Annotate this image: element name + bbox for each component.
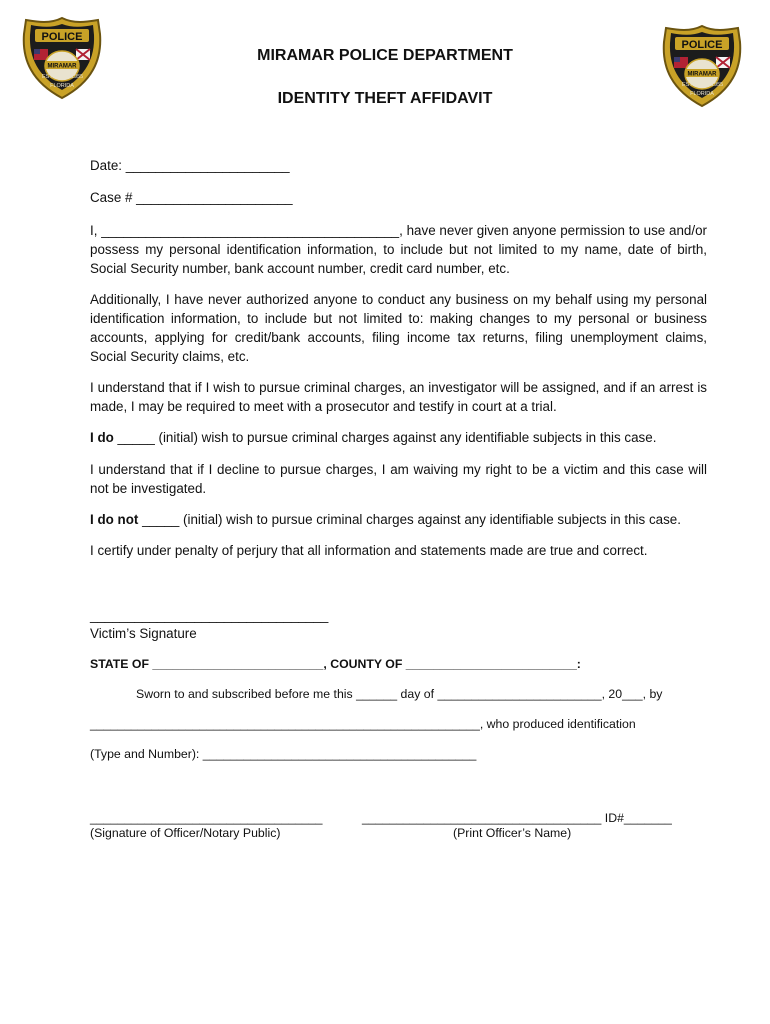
produced-identification-line[interactable]: _________________________________________________________, who produced identification — [90, 717, 636, 731]
badge-year: 1955 — [71, 74, 84, 80]
badge-top-text: POLICE — [41, 31, 83, 43]
authorization-paragraph: Additionally, I have never authorized anyone to conduct any business on my behalf using my personal identification information, to include but not limited to: making changes to my personal or business accounts, applying for credit/bank accounts, filing income tax returns, filing unemployment claims, Social Security claims, etc. — [90, 292, 707, 364]
badge-est: EST — [42, 74, 53, 80]
date-field[interactable]: Date: ______________________ — [90, 158, 290, 173]
badge-city: MIRAMAR — [47, 63, 77, 70]
badge-year: 1955 — [711, 82, 724, 88]
officer-signature-label: (Signature of Officer/Notary Public) — [90, 826, 281, 840]
permission-paragraph: I, ________________________________________, have never given anyone permission to use and/or possess my personal identification information, to include but not limited to my name, date of birth, Social Security number, bank account number, credit card number, etc. — [90, 223, 707, 276]
pursue-charges-text[interactable]: _____ (initial) wish to pursue criminal charges against any identifiable subjects in this case. — [113, 430, 657, 445]
sworn-statement[interactable]: Sworn to and subscribed before me this ______ day of ________________________, 20___, by — [136, 687, 663, 701]
i-do-not-label: I do not — [90, 512, 139, 527]
officer-signature-line[interactable]: __________________________________ — [90, 811, 323, 825]
print-officer-name-line[interactable]: ___________________________________ ID#_______ — [362, 811, 672, 825]
certify-statement: I certify under penalty of perjury that all information and statements made are true and correct. — [90, 543, 648, 558]
i-do-label: I do — [90, 430, 114, 445]
case-number-field[interactable]: Case # _____________________ — [90, 190, 293, 205]
print-officer-name-label: (Print Officer’s Name) — [453, 826, 572, 840]
badge-est: EST — [682, 82, 693, 88]
badge-top-text: POLICE — [681, 39, 723, 51]
state-county-line[interactable]: STATE OF _________________________, COUNTY OF _________________________: — [90, 657, 581, 671]
decline-paragraph: I understand that if I decline to pursue charges, I am waiving my right to be a victim and this case will not be investigated. — [90, 462, 707, 496]
decline-charges-line — [90, 512, 681, 527]
badge-state: FLORIDA — [690, 91, 714, 97]
form-title: IDENTITY THEFT AFFIDAVIT — [277, 90, 493, 107]
investigation-paragraph: I understand that if I wish to pursue criminal charges, an investigator will be assigned, and if an arrest is made, I may be required to meet with a prosecutor and testify in court at a trial. — [90, 380, 707, 414]
decline-charges-text[interactable]: _____ (initial) wish to pursue criminal charges against any identifiable subjects in this case. — [138, 512, 681, 527]
badge-state: FLORIDA — [50, 83, 74, 89]
pursue-charges-line — [90, 430, 656, 445]
victim-signature-label: Victim’s Signature — [90, 626, 197, 641]
department-title: MIRAMAR POLICE DEPARTMENT — [257, 47, 513, 64]
identification-type-number[interactable]: (Type and Number): ________________________________________ — [90, 747, 477, 761]
badge-city: MIRAMAR — [687, 71, 717, 78]
victim-signature-line[interactable]: ________________________________ — [90, 608, 329, 623]
